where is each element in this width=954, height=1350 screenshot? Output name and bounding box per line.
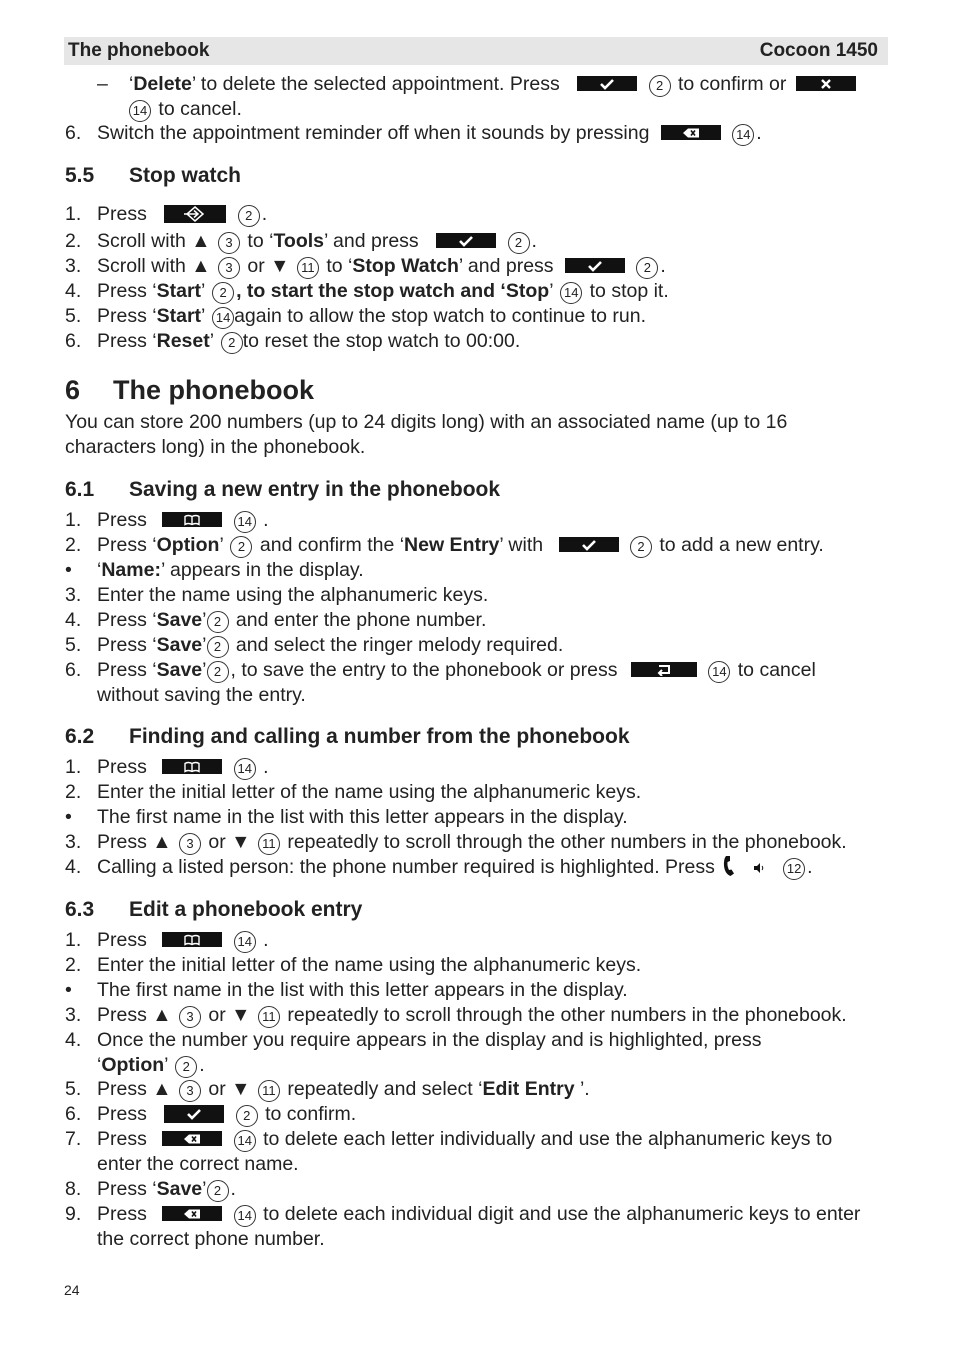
backspace-icon: [162, 1206, 222, 1221]
list-number: 9.: [65, 1203, 82, 1225]
list-number: 4.: [65, 1029, 82, 1051]
key-14-icon: 14: [234, 1205, 256, 1227]
list-number: 6.: [65, 1103, 82, 1125]
backspace-icon: [162, 1131, 222, 1146]
list-number: 6.: [65, 659, 82, 681]
list-item: Press ‘Save’ 2 and enter the phone number.: [97, 609, 487, 631]
paragraph-line: You can store 200 numbers (up to 24 digits long) with an associated name (up to 16: [65, 411, 788, 433]
list-item: 14 to cancel.: [129, 97, 242, 122]
key-14-icon: 14: [212, 307, 234, 329]
list-item-continuation: enter the correct name.: [97, 1153, 299, 1175]
list-item: Press 14 .: [97, 929, 269, 951]
key-3-icon: 3: [179, 833, 201, 855]
key-3-icon: 3: [179, 1006, 201, 1028]
list-item: Press ‘Save’ 2 , to save the entry to the phonebook or press 14 to cancel: [97, 659, 816, 681]
page-number: 24: [64, 1282, 80, 1298]
key-11-icon: 11: [297, 257, 319, 279]
key-11-icon: 11: [258, 1080, 280, 1102]
list-item: The first name in the list with this letter appears in the display.: [97, 979, 628, 1001]
list-item: Once the number you require appears in the display and is highlighted, press: [97, 1029, 762, 1051]
key-3-icon: 3: [179, 1080, 201, 1102]
handset-icon: [722, 855, 740, 877]
list-number: 1.: [65, 203, 82, 225]
list-item: Press ▲ 3 or ▼ 11 repeatedly and select ‘Edit Entry ’.: [97, 1078, 590, 1100]
key-2-icon: 2: [238, 205, 260, 227]
key-14-icon: 14: [234, 758, 256, 780]
book-icon: [162, 759, 222, 774]
list-number: 2.: [65, 534, 82, 556]
list-number: 1.: [65, 756, 82, 778]
list-item: Press ‘Option’ 2 and confirm the ‘New Entry’ with 2 to add a new entry.: [97, 534, 824, 556]
key-2-icon: 2: [175, 1056, 197, 1078]
list-number: 2.: [65, 954, 82, 976]
paragraph-line: characters long) in the phonebook.: [65, 436, 366, 458]
key-2-icon: 2: [207, 1180, 229, 1202]
chapter-heading: 6 The phonebook: [65, 375, 314, 405]
return-arrow-icon: [631, 662, 697, 677]
list-number: 2.: [65, 781, 82, 803]
list-item: Enter the initial letter of the name using the alphanumeric keys.: [97, 781, 642, 803]
key-2-icon: 2: [221, 332, 243, 354]
key-2-icon: 2: [649, 75, 671, 97]
check-icon: [436, 233, 496, 248]
key-14-icon: 14: [560, 282, 582, 304]
key-14-icon: 14: [234, 931, 256, 953]
list-item: Scroll with ▲ 3 to ‘Tools’ and press 2 .: [97, 230, 537, 252]
book-icon: [162, 932, 222, 947]
key-3-icon: 3: [218, 257, 240, 279]
list-item: Press ‘Reset’ 2 to reset the stop watch to 00:00.: [97, 330, 521, 352]
list-item: ‘Delete’ to delete the selected appointment. Press 2 to confirm or: [129, 72, 860, 97]
key-12-icon: 12: [783, 858, 805, 880]
header-section-title: The phonebook: [68, 40, 210, 61]
list-number: 7.: [65, 1128, 82, 1150]
list-number: 3.: [65, 1004, 82, 1026]
list-item: Press ‘Save’ 2 and select the ringer melody required.: [97, 634, 564, 656]
key-2-icon: 2: [508, 232, 530, 254]
key-2-icon: 2: [207, 661, 229, 683]
key-2-icon: 2: [207, 636, 229, 658]
key-2-icon: 2: [207, 611, 229, 633]
list-item: Press 14 .: [97, 756, 269, 778]
list-bullet: •: [65, 806, 72, 828]
section-heading: 6.2 Finding and calling a number from the phonebook: [65, 725, 630, 748]
list-number: 6.: [65, 122, 82, 144]
key-2-icon: 2: [630, 536, 652, 558]
list-number: 5.: [65, 1078, 82, 1100]
key-14-icon: 14: [234, 1130, 256, 1152]
section-heading: 6.1 Saving a new entry in the phonebook: [65, 478, 501, 501]
section-heading: 6.3 Edit a phonebook entry: [65, 898, 363, 921]
list-number: 3.: [65, 584, 82, 606]
key-14-icon: 14: [129, 100, 151, 122]
check-icon: [565, 258, 625, 273]
check-icon: [577, 76, 637, 91]
list-bullet: •: [65, 559, 72, 581]
key-2-icon: 2: [636, 257, 658, 279]
list-number: 1.: [65, 929, 82, 951]
x-icon: [796, 76, 856, 91]
list-item: Press ▲ 3 or ▼ 11 repeatedly to scroll through the other numbers in the phonebook.: [97, 831, 847, 853]
list-number: 3.: [65, 255, 82, 277]
key-2-icon: 2: [230, 536, 252, 558]
list-item-continuation: the correct phone number.: [97, 1228, 325, 1250]
list-item: Calling a listed person: the phone number required is highlighted. Press 12 .: [97, 856, 813, 878]
list-item: Press ‘Start’ 2 , to start the stop watch and ‘Stop’ 14 to stop it.: [97, 280, 669, 302]
list-item: Press 2 to confirm.: [97, 1103, 357, 1125]
list-bullet: •: [65, 979, 72, 1001]
list-item: The first name in the list with this letter appears in the display.: [97, 806, 628, 828]
list-item: Press 2 .: [97, 203, 268, 225]
key-11-icon: 11: [258, 833, 280, 855]
list-number: 3.: [65, 831, 82, 853]
key-11-icon: 11: [258, 1006, 280, 1028]
list-number: 5.: [65, 634, 82, 656]
list-item: Press ▲ 3 or ▼ 11 repeatedly to scroll through the other numbers in the phonebook.: [97, 1004, 847, 1026]
section-heading: 5.5 Stop watch: [65, 164, 242, 187]
header-product-name: Cocoon 1450: [759, 40, 878, 61]
list-bullet: –: [97, 73, 108, 95]
list-number: 4.: [65, 280, 82, 302]
list-item: Enter the name using the alphanumeric keys.: [97, 584, 489, 606]
list-number: 1.: [65, 509, 82, 531]
key-14-icon: 14: [732, 124, 754, 146]
list-item: Switch the appointment reminder off when it sounds by pressing 14 .: [97, 122, 762, 144]
key-14-icon: 14: [708, 661, 730, 683]
key-14-icon: 14: [234, 511, 256, 533]
check-icon: [559, 537, 619, 552]
page-header: [64, 37, 888, 65]
list-item: Press ‘Start’ 14 again to allow the stop watch to continue to run.: [97, 305, 647, 327]
list-item: Enter the initial letter of the name using the alphanumeric keys.: [97, 954, 642, 976]
list-number: 4.: [65, 609, 82, 631]
speaker-icon: [752, 856, 770, 870]
list-item: Scroll with ▲ 3 or ▼ 11 to ‘Stop Watch’ and press 2 .: [97, 255, 666, 277]
list-item: Press 14 to delete each individual digit and use the alphanumeric keys to enter: [97, 1203, 861, 1225]
list-item-continuation: ‘Option’ 2 .: [97, 1054, 205, 1076]
key-2-icon: 2: [212, 282, 234, 304]
list-item: Press 14 to delete each letter individually and use the alphanumeric keys to: [97, 1128, 833, 1150]
list-number: 5.: [65, 305, 82, 327]
check-icon: [164, 1105, 224, 1123]
list-item: Press 14 .: [97, 509, 269, 531]
list-number: 8.: [65, 1178, 82, 1200]
list-number: 2.: [65, 230, 82, 252]
book-icon: [162, 512, 222, 527]
list-number: 6.: [65, 330, 82, 352]
list-item: ‘Name:’ appears in the display.: [97, 559, 364, 581]
diamond-arrow-icon: [164, 205, 226, 223]
key-2-icon: 2: [236, 1105, 258, 1127]
list-item: Press ‘Save’ 2 .: [97, 1178, 236, 1200]
key-3-icon: 3: [218, 232, 240, 254]
backspace-icon: [661, 125, 721, 140]
list-item-continuation: without saving the entry.: [97, 684, 306, 706]
list-number: 4.: [65, 856, 82, 878]
